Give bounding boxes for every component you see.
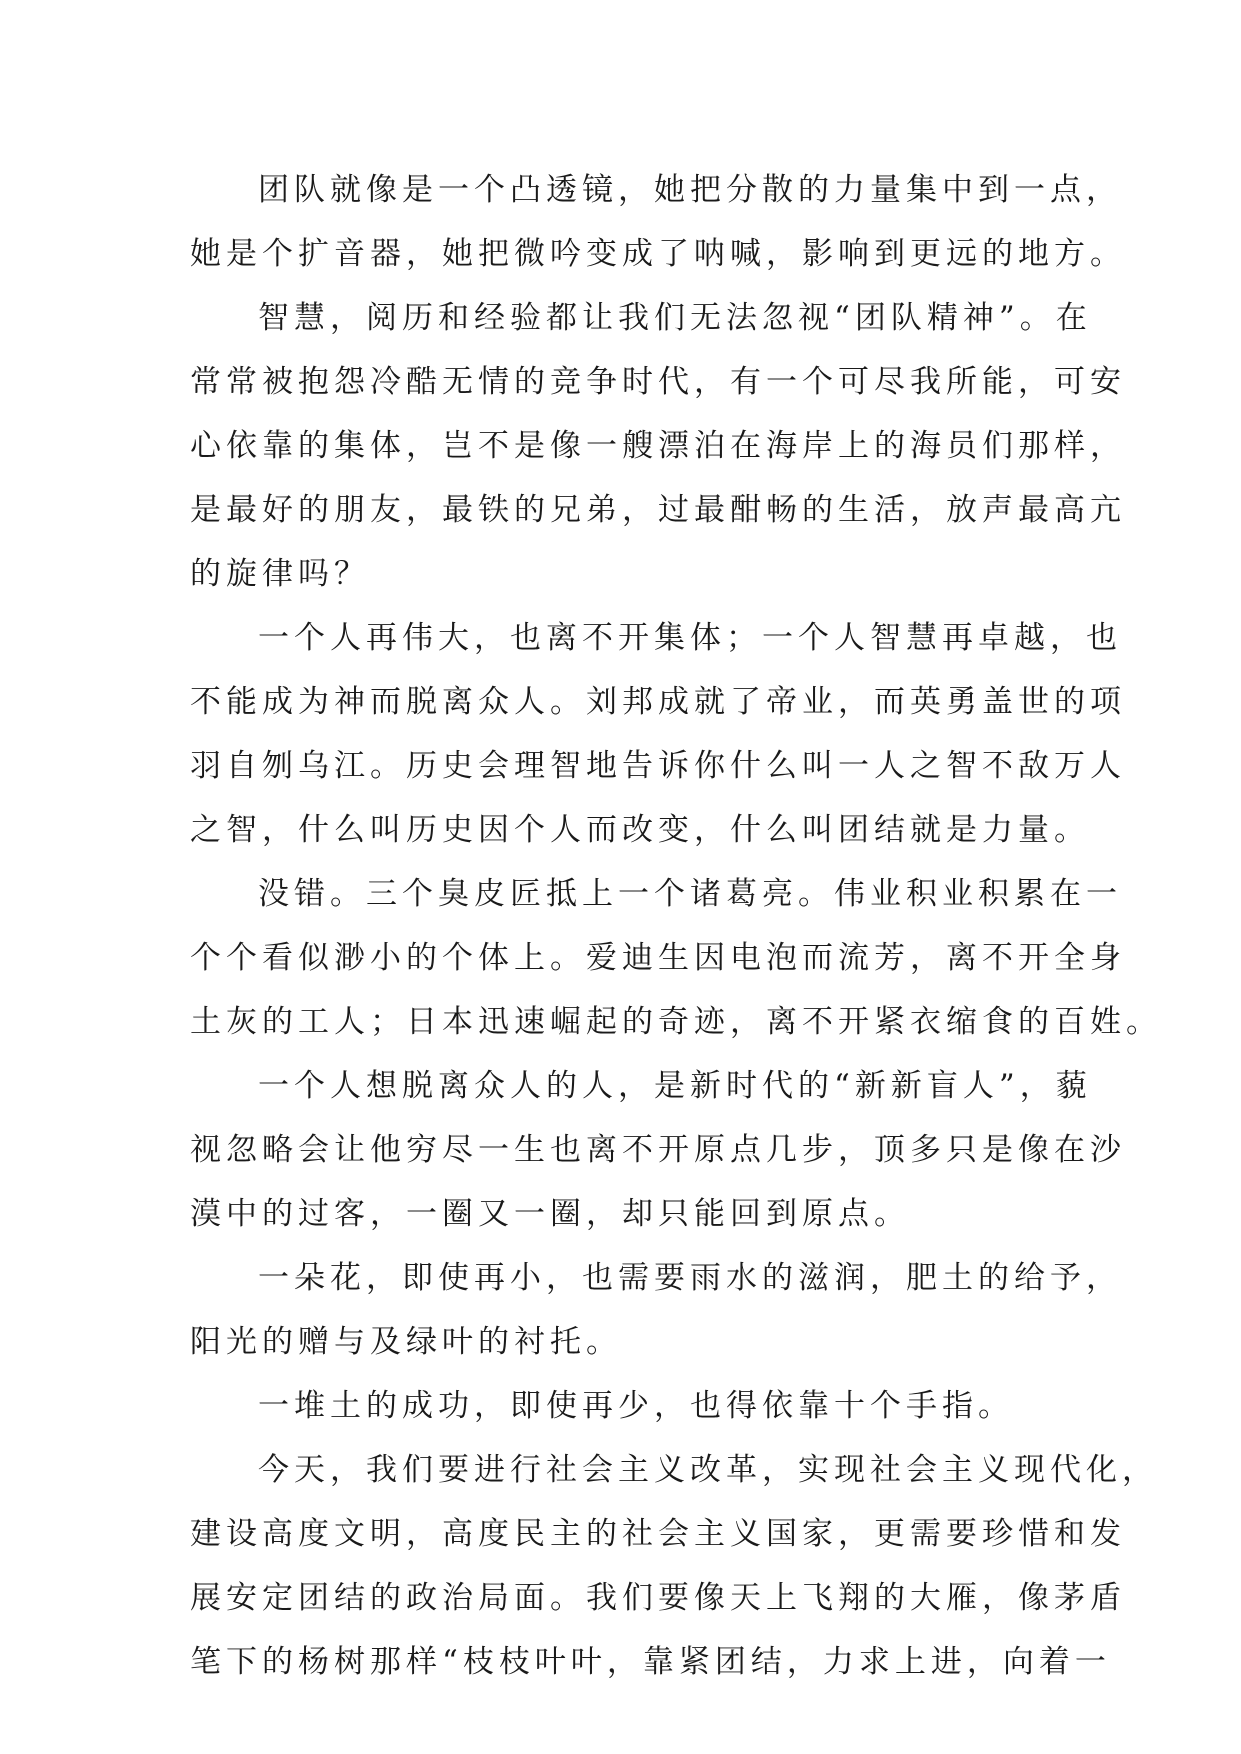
text-line: 没错。三个臭皮匠抵上一个诸葛亮。伟业积业积累在一 <box>258 876 1122 912</box>
text-line: 建设高度文明，高度民主的社会主义国家，更需要珍惜和发 <box>190 1516 1126 1552</box>
text-line: 今天，我们要进行社会主义改革，实现社会主义现代化， <box>258 1452 1158 1488</box>
text-line: 个个看似渺小的个体上。爱迪生因电泡而流芳，离不开全身 <box>190 940 1126 976</box>
text-line: 常常被抱怨冷酷无情的竞争时代，有一个可尽我所能，可安 <box>190 364 1126 400</box>
text-line: 她是个扩音器，她把微吟变成了呐喊，影响到更远的地方。 <box>190 236 1126 272</box>
text-line: 阳光的赠与及绿叶的衬托。 <box>190 1324 622 1360</box>
text-line: 是最好的朋友，最铁的兄弟，过最酣畅的生活，放声最高亢 <box>190 492 1126 528</box>
text-line: 团队就像是一个凸透镜，她把分散的力量集中到一点， <box>258 172 1122 208</box>
text-line: 土灰的工人；日本迅速崛起的奇迹，离不开紧衣缩食的百姓。 <box>190 1004 1162 1040</box>
text-line: 羽自刎乌江。历史会理智地告诉你什么叫一人之智不敌万人 <box>190 748 1126 784</box>
text-line: 智慧，阅历和经验都让我们无法忽视“团队精神”。在 <box>258 300 1092 336</box>
text-line: 之智，什么叫历史因个人而改变，什么叫团结就是力量。 <box>190 812 1090 848</box>
text-line: 心依靠的集体，岂不是像一艘漂泊在海岸上的海员们那样， <box>190 428 1126 464</box>
text-line: 一堆土的成功，即使再少，也得依靠十个手指。 <box>258 1388 1014 1424</box>
text-line: 展安定团结的政治局面。我们要像天上飞翔的大雁，像茅盾 <box>190 1580 1126 1616</box>
text-line: 不能成为神而脱离众人。刘邦成就了帝业，而英勇盖世的项 <box>190 684 1126 720</box>
text-line: 笔下的杨树那样“枝枝叶叶，靠紧团结，力求上进，向着一 <box>190 1644 1111 1680</box>
body-text <box>190 158 1162 1694</box>
text-line: 的旋律吗？ <box>190 556 370 592</box>
text-line: 一朵花，即使再小，也需要雨水的滋润，肥土的给予， <box>258 1260 1122 1296</box>
text-line: 一个人想脱离众人的人，是新时代的“新新盲人”，藐 <box>258 1068 1092 1104</box>
text-line: 视忽略会让他穷尽一生也离不开原点几步，顶多只是像在沙 <box>190 1132 1126 1168</box>
text-line: 一个人再伟大，也离不开集体；一个人智慧再卓越，也 <box>258 620 1122 656</box>
text-line: 漠中的过客，一圈又一圈，却只能回到原点。 <box>190 1196 910 1232</box>
